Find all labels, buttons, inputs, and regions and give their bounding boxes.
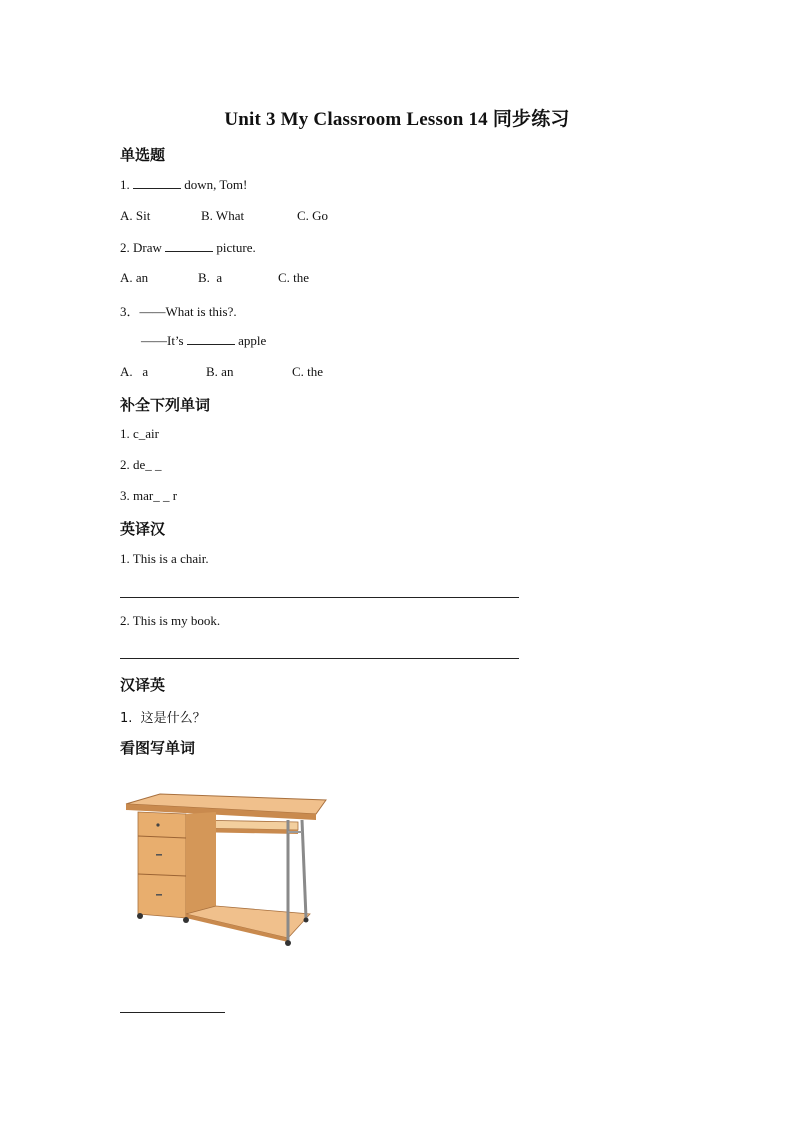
question-2-text-after: picture. xyxy=(216,240,256,255)
answer-line[interactable] xyxy=(120,1012,225,1013)
fill-item-1: 1. c_air xyxy=(120,426,159,441)
answer-line[interactable] xyxy=(120,658,519,659)
option-a[interactable]: A. a xyxy=(120,364,149,379)
section-heading-single-choice: 单选题 xyxy=(120,146,166,164)
option-b[interactable]: B. an xyxy=(206,364,234,379)
cn-to-en-item-1: 1. 这是什么？ xyxy=(120,711,206,726)
section-heading-en-to-cn: 英译汉 xyxy=(120,520,166,538)
answer-blank[interactable] xyxy=(165,239,213,252)
option-c[interactable]: C. the xyxy=(292,364,324,379)
translate-item-1: 1. This is a chair. xyxy=(120,551,209,566)
fill-item-3: 3. mar_ _ r xyxy=(120,488,178,503)
question-3-text-before: ——It’s xyxy=(141,333,184,348)
option-b[interactable]: B. a xyxy=(198,270,223,285)
fill-item-2: 2. de_ _ xyxy=(120,457,162,472)
question-3-line-1: 3．——What is this?. xyxy=(120,304,237,319)
question-1-text: down, Tom! xyxy=(184,177,248,192)
option-a[interactable]: A. an xyxy=(120,270,149,285)
question-3-line-2 xyxy=(141,332,266,349)
option-a[interactable]: A. Sit xyxy=(120,208,151,223)
translate-item-2: 2. This is my book. xyxy=(120,613,221,628)
question-2-text-before: 2. Draw xyxy=(120,240,162,255)
option-c[interactable]: C. Go xyxy=(297,208,329,223)
page-title: Unit 3 My Classroom Lesson 14 同步练习 xyxy=(224,109,570,130)
section-heading-picture-word: 看图写单词 xyxy=(120,739,196,757)
desk-picture xyxy=(120,790,330,955)
question-2 xyxy=(120,239,256,256)
question-3-text-after: apple xyxy=(238,333,267,348)
answer-blank[interactable] xyxy=(187,332,235,345)
question-1 xyxy=(120,176,247,193)
section-heading-cn-to-en: 汉译英 xyxy=(120,676,166,694)
section-heading-fill-letters: 补全下列单词 xyxy=(120,396,211,414)
option-b[interactable]: B. What xyxy=(201,208,245,223)
question-1-number: 1. xyxy=(120,177,130,192)
answer-line[interactable] xyxy=(120,597,519,598)
answer-blank[interactable] xyxy=(133,176,181,189)
option-c[interactable]: C. the xyxy=(278,270,310,285)
